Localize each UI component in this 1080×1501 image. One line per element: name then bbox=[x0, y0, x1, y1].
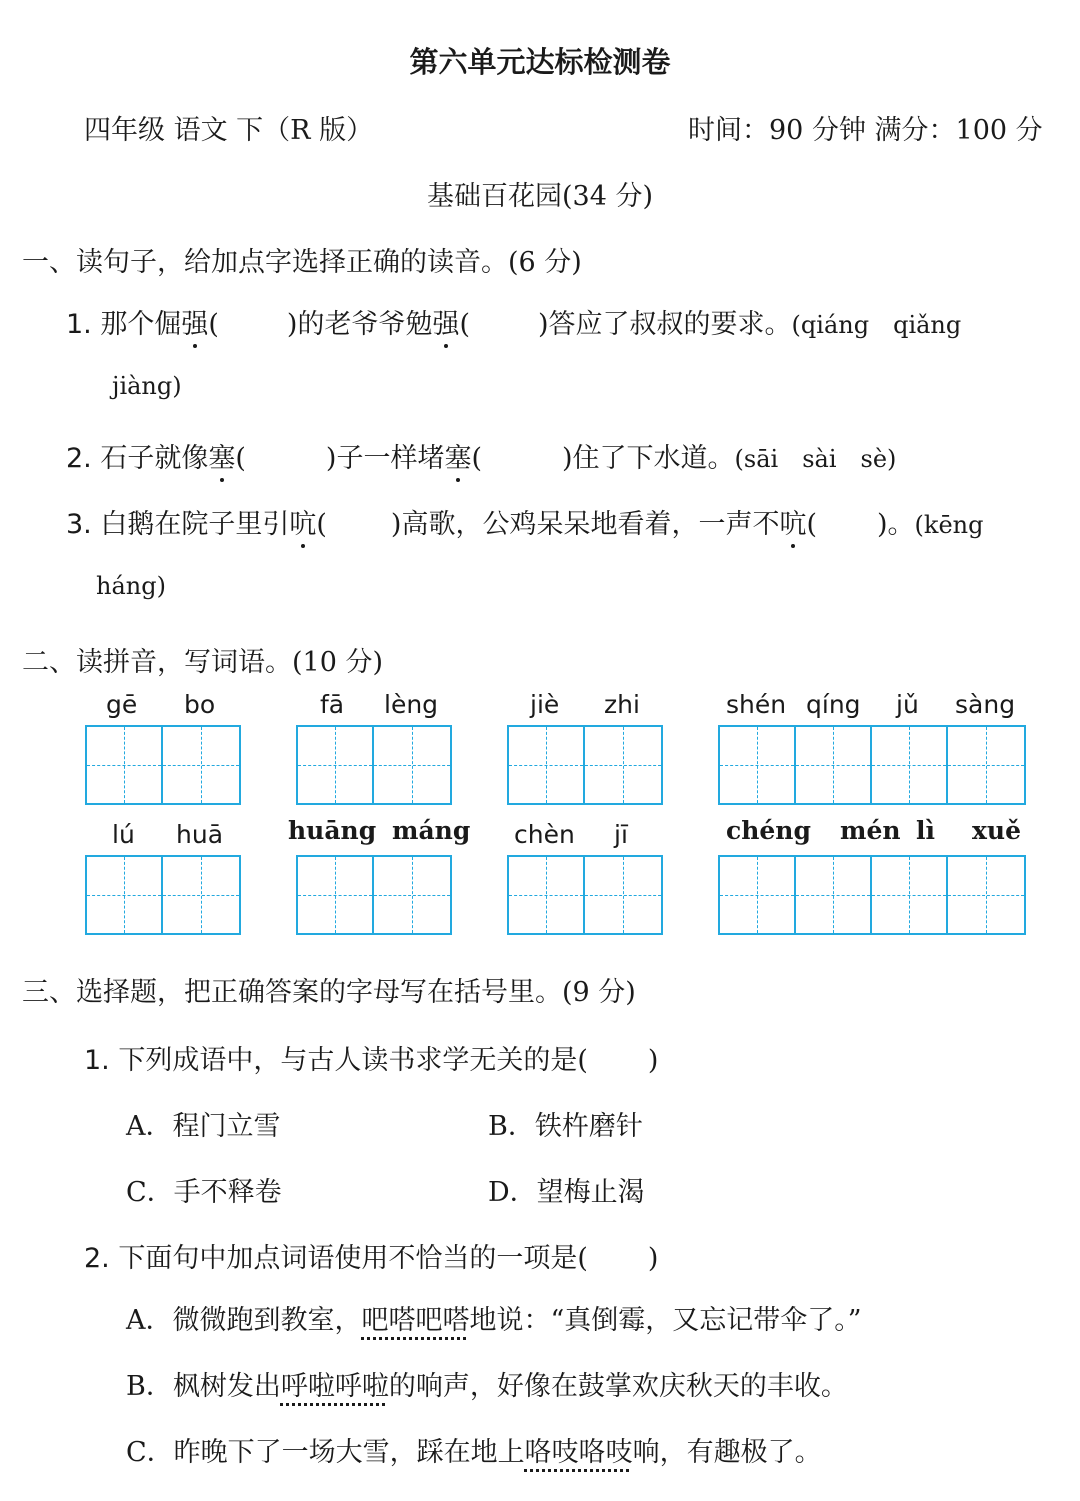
s1-q1-dotted-char-2: 强 bbox=[432, 302, 459, 341]
s3-q2-number: 2. bbox=[84, 1243, 110, 1274]
s1-q1-options: (qiáng qiǎng bbox=[791, 311, 962, 339]
pinyin: mén bbox=[840, 816, 901, 845]
pinyin: jī bbox=[614, 820, 628, 849]
s3-q2-a-text-2: 地说：“真倒霉，又忘记带伞了。” bbox=[469, 1305, 862, 1336]
s1-q3-number: 3. bbox=[66, 509, 92, 540]
s1-q1-number: 1. bbox=[66, 309, 92, 340]
s3-q1-option-c: C．手不释卷 bbox=[126, 1177, 282, 1208]
grid-cell[interactable] bbox=[720, 727, 796, 803]
grid-cell[interactable] bbox=[509, 857, 585, 933]
s3-q2-c-text-2: 响，有趣极了。 bbox=[632, 1437, 822, 1468]
pinyin: huāng bbox=[288, 816, 377, 845]
grid-cell[interactable] bbox=[163, 727, 239, 803]
grid-cell[interactable] bbox=[872, 857, 948, 933]
grid-cell[interactable] bbox=[720, 857, 796, 933]
grid-cell[interactable] bbox=[374, 857, 450, 933]
pinyin: shén bbox=[726, 690, 787, 719]
s3-q1-option-b: B．铁杵磨针 bbox=[488, 1111, 643, 1142]
s1-q1-options-cont: jiàng) bbox=[112, 372, 182, 400]
s3-question-1 bbox=[84, 1038, 658, 1077]
time-score: 时间：90 分钟 满分：100 分 bbox=[688, 115, 1043, 146]
s1-q3-paren-open-1: ( bbox=[316, 509, 327, 540]
s1-q3-paren-open-2: ( bbox=[806, 509, 817, 540]
pinyin: fā bbox=[320, 690, 345, 719]
s3-question-2 bbox=[84, 1236, 658, 1275]
grid-cell[interactable] bbox=[374, 727, 450, 803]
pinyin: xuě bbox=[972, 816, 1021, 845]
writing-grid[interactable] bbox=[85, 725, 241, 805]
grid-cell[interactable] bbox=[872, 727, 948, 803]
s3-q1-option-a: A．程门立雪 bbox=[126, 1111, 281, 1142]
s1-q1-text-a: 那个倔 bbox=[100, 309, 182, 340]
pinyin: jǔ bbox=[896, 690, 919, 719]
s1-q3-text-e: )。 bbox=[877, 509, 915, 540]
writing-grid[interactable] bbox=[718, 855, 1026, 935]
section-1-points: (6 分) bbox=[508, 247, 582, 278]
s1-q1-paren-open-2: ( bbox=[459, 309, 470, 340]
pinyin: chéng bbox=[726, 816, 811, 845]
grid-cell[interactable] bbox=[163, 857, 239, 933]
section-3-heading bbox=[22, 970, 636, 1009]
s1-q2-paren-open-1: ( bbox=[235, 443, 246, 474]
s1-question-2 bbox=[66, 436, 896, 475]
grid-cell[interactable] bbox=[298, 857, 374, 933]
s1-q1-paren-open-1: ( bbox=[208, 309, 219, 340]
s1-q1-text-e: )答应了叔叔的要求。 bbox=[538, 309, 792, 340]
s3-q2-option-b bbox=[126, 1364, 848, 1403]
writing-grid[interactable] bbox=[85, 855, 241, 935]
s3-q2-paren-close: ) bbox=[647, 1243, 659, 1274]
s1-q3-dotted-char-2: 吭 bbox=[779, 502, 806, 541]
pinyin: zhi bbox=[604, 690, 640, 719]
pinyin: sàng bbox=[955, 690, 1016, 719]
s3-q1-option-d: D．望梅止渴 bbox=[488, 1177, 645, 1208]
s1-question-1 bbox=[66, 302, 961, 341]
s1-q1-text-c: )的老爷爷勉 bbox=[286, 309, 433, 340]
s1-q2-dotted-char-2: 塞 bbox=[444, 436, 471, 475]
s1-q1-dotted-char-1: 强 bbox=[181, 302, 208, 341]
grid-cell[interactable] bbox=[796, 857, 872, 933]
pinyin: qíng bbox=[806, 690, 861, 719]
part-title: 基础百花园(34 分) bbox=[426, 181, 653, 212]
s3-q2-b-text-2: 的响声，好像在鼓掌欢庆秋天的丰收。 bbox=[388, 1371, 848, 1402]
section-1-title: 一、读句子，给加点字选择正确的读音。 bbox=[22, 247, 508, 278]
s1-q2-dotted-char-1: 塞 bbox=[208, 436, 235, 475]
grid-cell[interactable] bbox=[585, 727, 661, 803]
grid-cell[interactable] bbox=[87, 857, 163, 933]
s1-q2-text-c: )子一样堵 bbox=[325, 443, 445, 474]
writing-grid[interactable] bbox=[296, 855, 452, 935]
s1-q2-text-e: )住了下水道。 bbox=[562, 443, 735, 474]
s3-q2-c-text-1: C．昨晚下了一场大雪，踩在地上 bbox=[126, 1437, 525, 1468]
pinyin: gē bbox=[106, 690, 138, 719]
s1-q3-options: (kēng bbox=[914, 511, 984, 539]
grid-cell[interactable] bbox=[948, 727, 1024, 803]
section-2-points: (10 分) bbox=[292, 647, 384, 678]
pinyin: máng bbox=[392, 816, 471, 845]
pinyin: lèng bbox=[384, 690, 439, 719]
s1-q2-text-a: 石子就像 bbox=[100, 443, 209, 474]
section-1-heading bbox=[22, 240, 582, 279]
s3-q2-b-dotted-word: 呼啦呼啦 bbox=[280, 1371, 389, 1402]
s1-q3-options-cont: háng) bbox=[96, 572, 166, 600]
s1-q3-dotted-char-1: 吭 bbox=[289, 502, 316, 541]
grid-cell[interactable] bbox=[298, 727, 374, 803]
s1-q3-text-c: )高歌，公鸡呆呆地看着，一声不 bbox=[390, 509, 780, 540]
pinyin: jiè bbox=[530, 690, 560, 719]
writing-grid[interactable] bbox=[718, 725, 1026, 805]
pinyin: chèn bbox=[514, 820, 575, 849]
grid-cell[interactable] bbox=[585, 857, 661, 933]
writing-grid[interactable] bbox=[507, 725, 663, 805]
writing-grid[interactable] bbox=[296, 725, 452, 805]
pinyin: lú bbox=[112, 820, 135, 849]
section-3-title: 三、选择题，把正确答案的字母写在括号里。 bbox=[22, 977, 562, 1008]
pinyin: huā bbox=[176, 820, 224, 849]
s3-q2-b-text-1: B．枫树发出 bbox=[126, 1371, 281, 1402]
s3-q1-number: 1. bbox=[84, 1045, 110, 1076]
s3-q2-option-c bbox=[126, 1430, 822, 1469]
section-2-title: 二、读拼音，写词语。 bbox=[22, 647, 292, 678]
s3-q1-paren-close: ) bbox=[647, 1045, 659, 1076]
grade-subject: 四年级 语文 下（R 版） bbox=[84, 115, 374, 146]
grid-cell[interactable] bbox=[87, 727, 163, 803]
s1-q3-text-a: 白鹅在院子里引 bbox=[100, 509, 290, 540]
grid-cell[interactable] bbox=[796, 727, 872, 803]
s1-q2-paren-open-2: ( bbox=[471, 443, 482, 474]
s3-q2-stem: 下面句中加点词语使用不恰当的一项是( bbox=[118, 1243, 588, 1274]
s1-q2-number: 2. bbox=[66, 443, 92, 474]
s1-q2-options: (sāi sài sè) bbox=[734, 445, 897, 473]
pinyin: bo bbox=[184, 690, 216, 719]
pinyin: lì bbox=[916, 816, 935, 845]
s3-q1-stem: 下列成语中，与古人读书求学无关的是( bbox=[118, 1045, 588, 1076]
s3-q2-a-dotted-word: 吧嗒吧嗒 bbox=[361, 1305, 470, 1336]
s3-q2-a-text-1: A．微微跑到教室， bbox=[126, 1305, 362, 1336]
page-title: 第六单元达标检测卷 bbox=[409, 45, 671, 79]
section-3-points: (9 分) bbox=[562, 977, 636, 1008]
grid-cell[interactable] bbox=[948, 857, 1024, 933]
s3-q2-option-a bbox=[126, 1298, 862, 1337]
section-2-heading bbox=[22, 640, 383, 679]
writing-grid[interactable] bbox=[507, 855, 663, 935]
s1-question-3 bbox=[66, 502, 983, 541]
grid-cell[interactable] bbox=[509, 727, 585, 803]
s3-q2-c-dotted-word: 咯吱咯吱 bbox=[524, 1437, 633, 1468]
